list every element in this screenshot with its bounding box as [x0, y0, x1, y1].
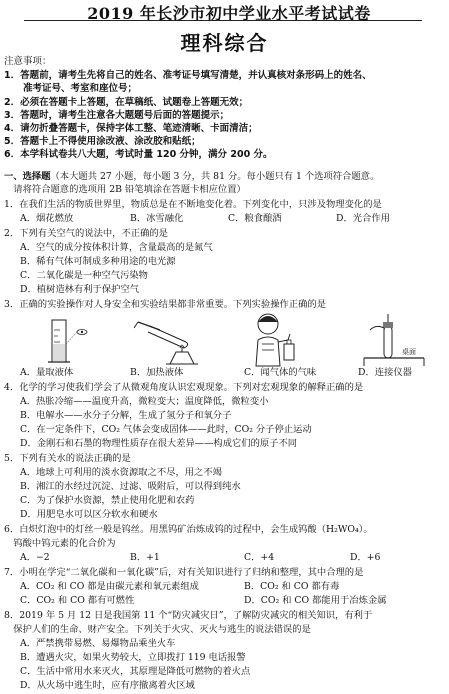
notice-title: 注意事项： [4, 56, 52, 67]
option-a: A．量取液体 [20, 367, 74, 378]
option-b: B．CO₂ 和 CO 都有毒 [244, 581, 340, 592]
option-b: B．电解水——水分子分解，生成了氢分子和氧分子 [20, 410, 232, 421]
table-label: 桌面 [402, 348, 416, 356]
option-c: C．为了保护水资源，禁止使用化肥和农药 [20, 495, 195, 506]
smell-gas-figure [244, 310, 304, 368]
option-c: C．在一定条件下，CO₂ 气体会变成固体——此时，CO₂ 分子停止运动 [20, 424, 312, 435]
section-heading-rest: （本大题共 27 小题，每小题 3 分，共 81 分。每小题只有 1 个选项符合题意。 [50, 171, 380, 182]
measuring-cylinder-figure [22, 314, 102, 366]
question-stem-continued: 保护人们的生命、财产安全。下列关于火灾、灭火与逃生的说法错误的是 [4, 624, 311, 635]
question-stem: 3．正确的实验操作对人身安全和实验结果都非常重要。下列实验操作正确的是 [4, 299, 327, 310]
option-a: A．严禁携带易燃、易爆物品乘坐火车 [20, 638, 176, 649]
question-stem: 6．白炽灯泡中的灯丝一般是钨丝。用黑钨矿治炼成钨的过程中，会生成钨酸（H₂WO₄）。 [4, 524, 373, 535]
option-d: D．从火场中逃生时，应有序撤离着火区域 [20, 680, 195, 691]
heating-liquid-figure [130, 312, 210, 368]
option-c: C．+4 [244, 552, 275, 563]
notice-item: 4．请勿折叠答题卡，保持字体工整、笔迹清晰、卡面清洁； [4, 123, 258, 134]
notice-item: 6．本学科试卷共八大题，考试时量 120 分钟，满分 200 分。 [4, 149, 273, 160]
option-d: D．植树造林有利于保护空气 [20, 284, 140, 295]
option-c: C．粮食酿酒 [228, 213, 282, 224]
option-b: B．+1 [130, 552, 160, 563]
option-b: B．遭遇火灾，如果火势较大，立即拨打 119 电话报警 [20, 652, 246, 663]
title-divider [24, 20, 422, 21]
option-a: A．烟花燃放 [20, 213, 74, 224]
option-a: A．空气的成分按体积计算，含量最高的是氮气 [20, 242, 213, 253]
section-heading-line2: 请将符合题意的选项用 2B 铅笔填涂在答题卡相应位置） [4, 184, 246, 195]
exam-title: 2019 年长沙市初中学业水平考试试卷 [87, 4, 371, 23]
option-c: C．二氧化碳是一种空气污染物 [20, 270, 148, 281]
section-heading [4, 170, 379, 184]
notice-item: 1．答题前，请考生先将自己的姓名、准考证号填写清楚，并认真核对条形码上的姓名、 [4, 70, 372, 81]
notice-item: 准考证号、考室和座位号； [4, 83, 138, 94]
option-b: B．湘江的水经过沉淀、过滤、吸附后，可以得到纯水 [20, 481, 241, 492]
option-d: D．连接仪器 [358, 367, 412, 378]
option-b: B．冰雪融化 [130, 213, 184, 224]
question-stem: 1．在我们生活的物质世界里，物质总是在不断地变化着。下列变化中，只涉及物理变化的是 [4, 199, 382, 210]
notice-item: 2．必须在答题卡上答题，在草稿纸、试题卷上答题无效； [4, 97, 249, 108]
section-heading-bold: 一、选择题 [4, 171, 51, 182]
option-d: D．用肥皂水可以区分软水和硬水 [20, 509, 158, 520]
question-stem-continued: 钨酸中钨元素的化合价为 [4, 538, 116, 549]
option-a: A．地球上可利用的淡水资源取之不尽，用之不竭 [20, 467, 222, 478]
option-c: C．CO₂ 和 CO 都有可燃性 [20, 595, 135, 606]
option-a: A．热胀冷缩——温度升高，微粒变大；温度降低，微粒变小 [20, 396, 269, 407]
option-d: D．光合作用 [336, 213, 390, 224]
notice-item: 3．答题时，请考生注意各大题题号后面的答题提示； [4, 110, 230, 121]
question-stem: 8．2019 年 5 月 12 日是我国第 11 个“防灾减灾日”，了解防灾减灾的相关知识，有利于 [4, 610, 373, 621]
option-b: B．稀有气体可制成多种用途的电光源 [20, 256, 176, 267]
option-a: A．−2 [20, 552, 50, 563]
question-stem: 7．小明在学完“二氧化碳和一氧化碳”后，对有关知识进行了归纳和整理，其中合理的是 [4, 567, 364, 578]
question-stem: 5．下列有关水的说法正确的是 [4, 453, 131, 464]
option-c: C．生活中常用水来灭火，其原理是降低可燃物的着火点 [20, 666, 251, 677]
option-d: D．金刚石和石墨的物理性质存在很大差异——构成它们的原子不同 [20, 438, 298, 449]
option-a: A．CO₂ 和 CO 都是由碳元素和氧元素组成 [20, 581, 199, 592]
option-d: D．+6 [350, 552, 381, 563]
exam-subtitle: 理科综合 [180, 31, 269, 55]
question-stem: 4．化学的学习使我们学会了从微观角度认识宏观现象。下列对宏观现象的解释正确的是 [4, 382, 364, 393]
question-stem: 2．下列有关空气的说法中，不正确的是 [4, 228, 168, 239]
option-d: D．CO₂ 和 CO 都能用于冶炼金属 [244, 595, 387, 606]
notice-item: 5．答题卡上不得使用涂改液、涂改胶和贴纸； [4, 136, 201, 147]
option-c: C．闻气体的气味 [244, 367, 317, 378]
connect-apparatus-figure [362, 312, 426, 368]
option-b: B．加热液体 [130, 367, 184, 378]
